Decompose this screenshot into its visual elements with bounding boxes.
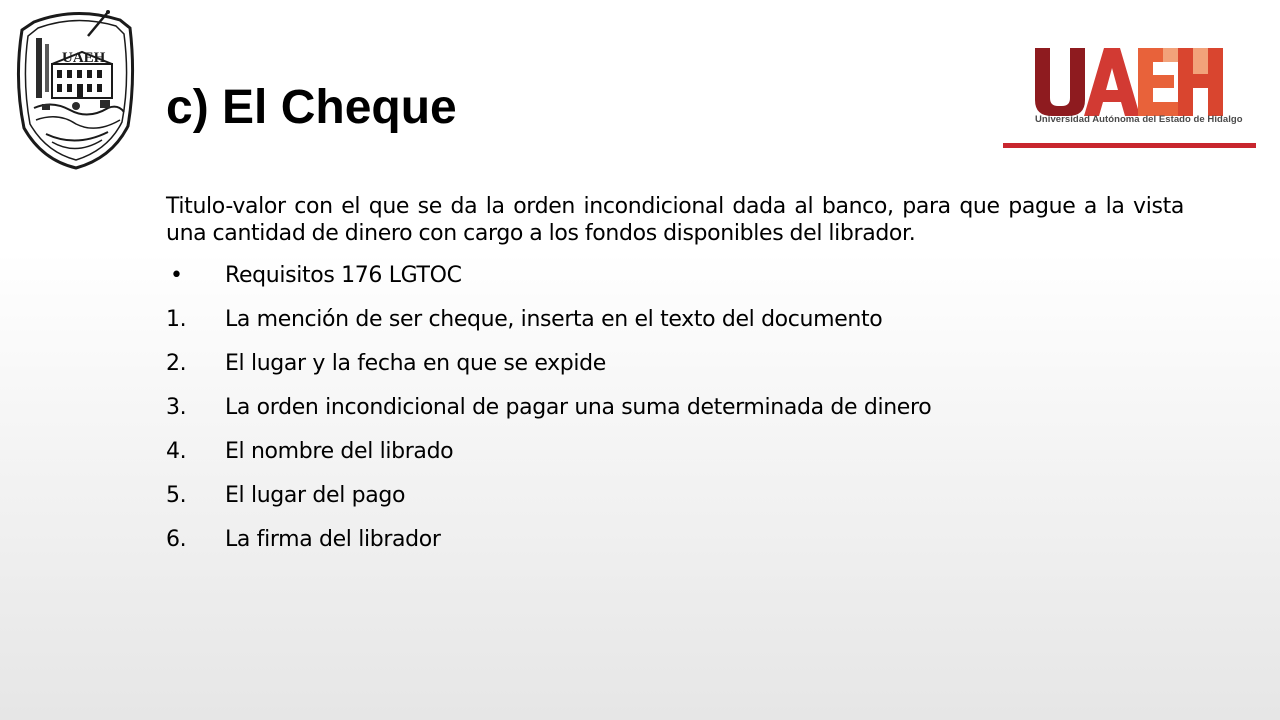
list-item (166, 386, 1184, 430)
list-number: 5. (166, 483, 187, 508)
list-item-text: El nombre del librado (225, 439, 454, 464)
bullet-marker: • (170, 263, 183, 288)
list-item (166, 298, 1184, 342)
logo-subtitle: Universidad Autónoma del Estado de Hidalgo (1035, 114, 1243, 125)
list-item-text: La mención de ser cheque, inserta en el texto del documento (225, 307, 883, 332)
list-item-text: Requisitos 176 LGTOC (225, 263, 462, 288)
uaeh-logo (1000, 40, 1260, 152)
list-item-bullet (166, 254, 1184, 298)
list-item-text: El lugar y la fecha en que se expide (225, 351, 606, 376)
list-item (166, 474, 1184, 518)
list-number: 3. (166, 395, 187, 420)
slide-title: c) El Cheque (166, 81, 457, 134)
list-number: 4. (166, 439, 187, 464)
list-item (166, 342, 1184, 386)
list-number: 1. (166, 307, 187, 332)
list-number: 6. (166, 527, 187, 552)
list-item-text: El lugar del pago (225, 483, 406, 508)
list-item-text: La orden incondicional de pagar una suma determinada de dinero (225, 395, 932, 420)
list-item-text: La firma del librador (225, 527, 441, 552)
slide-body (166, 193, 1184, 562)
logo-underline (1003, 143, 1256, 148)
requirements-list (166, 254, 1184, 562)
list-item (166, 430, 1184, 474)
list-item (166, 518, 1184, 562)
list-number: 2. (166, 351, 187, 376)
university-seal-icon (12, 8, 140, 172)
intro-paragraph: Titulo-valor con el que se da la orden incondicional dada al banco, para que pague a la vista una cantidad de dinero con cargo a los fondos disponibles del librador. (166, 194, 1184, 246)
svg-text:UAEH: UAEH (62, 50, 106, 66)
